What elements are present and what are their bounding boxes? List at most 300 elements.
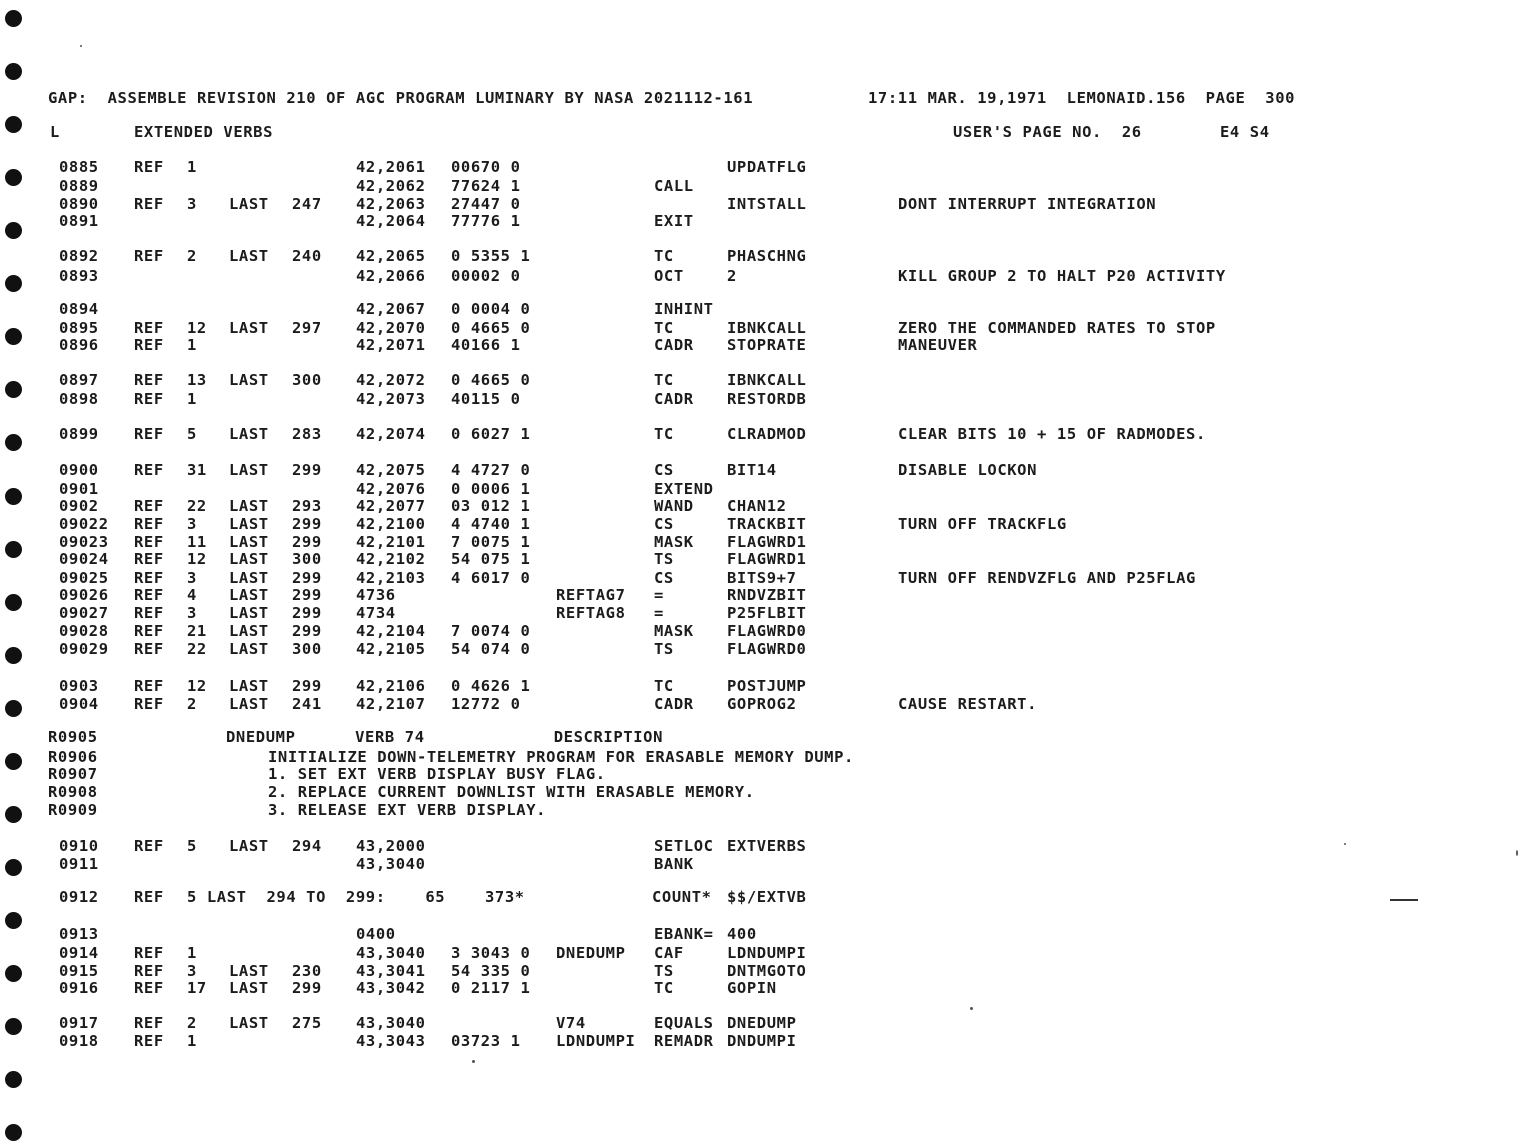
line-number: 0899 xyxy=(59,425,99,443)
listing-line xyxy=(0,247,1536,265)
octal-word: 0 5355 1 xyxy=(451,247,531,265)
last-keyword: LAST xyxy=(229,247,269,265)
address: 42,2067 xyxy=(356,300,426,318)
remark-text: 1. SET EXT VERB DISPLAY BUSY FLAG. xyxy=(268,765,606,783)
line-number: 09028 xyxy=(59,622,109,640)
line-number: 09025 xyxy=(59,569,109,587)
last-page: 293 xyxy=(292,497,322,515)
ref-keyword: REF xyxy=(134,640,164,658)
opcode: WAND xyxy=(654,497,694,515)
comment: MANEUVER xyxy=(898,336,978,354)
address: 0400 xyxy=(356,925,396,943)
remark-text: INITIALIZE DOWN-TELEMETRY PROGRAM FOR ERASABLE MEMORY DUMP. xyxy=(268,748,854,766)
address: 43,3040 xyxy=(356,1014,426,1032)
address: 42,2105 xyxy=(356,640,426,658)
remark-number: R0906 xyxy=(48,748,98,766)
ref-keyword: REF xyxy=(134,515,164,533)
punch-hole-icon xyxy=(5,10,22,27)
octal-word: 7 0075 1 xyxy=(451,533,531,551)
octal-word: 03 012 1 xyxy=(451,497,531,515)
address: 42,2071 xyxy=(356,336,426,354)
operand: FLAGWRD1 xyxy=(727,550,807,568)
opcode: COUNT* xyxy=(652,888,712,906)
ref-keyword: REF xyxy=(134,962,164,980)
ref-keyword: REF xyxy=(134,319,164,337)
line-number: 0897 xyxy=(59,371,99,389)
address: 42,2076 xyxy=(356,480,426,498)
listing-line xyxy=(0,195,1536,213)
line-number: 0902 xyxy=(59,497,99,515)
last-keyword: LAST xyxy=(229,371,269,389)
opcode: CADR xyxy=(654,695,694,713)
opcode: CADR xyxy=(654,336,694,354)
ref-count: 3 xyxy=(187,604,197,622)
ref-count: 5 xyxy=(187,425,197,443)
operand: GOPROG2 xyxy=(727,695,797,713)
last-page: 297 xyxy=(292,319,322,337)
user-page-number: USER'S PAGE NO. 26 xyxy=(953,123,1142,141)
address: 43,3041 xyxy=(356,962,426,980)
operand: CLRADMOD xyxy=(727,425,807,443)
last-page: 299 xyxy=(292,461,322,479)
listing-line xyxy=(0,695,1536,713)
octal-word: 4 4740 1 xyxy=(451,515,531,533)
comment: TURN OFF RENDVZFLG AND P25FLAG xyxy=(898,569,1196,587)
listing-line xyxy=(0,497,1536,515)
opcode: CS xyxy=(654,569,674,587)
listing-line xyxy=(0,962,1536,980)
remark-line xyxy=(0,801,1536,819)
ref-count: 13 xyxy=(187,371,207,389)
margin-mark xyxy=(1390,899,1418,901)
opcode: TC xyxy=(654,979,674,997)
address: 4734 xyxy=(356,604,396,622)
octal-word: 0 2117 1 xyxy=(451,979,531,997)
operand: FLAGWRD0 xyxy=(727,640,807,658)
opcode: CS xyxy=(654,461,674,479)
address: 42,2074 xyxy=(356,425,426,443)
address: 42,2101 xyxy=(356,533,426,551)
last-keyword: LAST xyxy=(229,569,269,587)
listing-line xyxy=(0,640,1536,658)
address: 42,2062 xyxy=(356,177,426,195)
ref-count: 22 xyxy=(187,497,207,515)
listing-line xyxy=(0,425,1536,443)
ref-keyword: REF xyxy=(134,979,164,997)
ref-count: 17 xyxy=(187,979,207,997)
last-keyword: LAST xyxy=(229,640,269,658)
octal-word: 40166 1 xyxy=(451,336,521,354)
opcode: CADR xyxy=(654,390,694,408)
paper-speck xyxy=(970,1007,973,1010)
operand: 2 xyxy=(727,267,737,285)
ref-count: 2 xyxy=(187,1014,197,1032)
line-number: 0889 xyxy=(59,177,99,195)
line-number: 0913 xyxy=(59,925,99,943)
address: 42,2077 xyxy=(356,497,426,515)
listing-header xyxy=(0,89,1536,107)
octal-word: 7 0074 0 xyxy=(451,622,531,640)
last-keyword: LAST xyxy=(229,461,269,479)
listing-line xyxy=(0,622,1536,640)
octal-word: 77776 1 xyxy=(451,212,521,230)
ref-count: 12 xyxy=(187,319,207,337)
line-number: 0890 xyxy=(59,195,99,213)
listing-line xyxy=(0,533,1536,551)
opcode: EQUALS xyxy=(654,1014,714,1032)
last-keyword: LAST xyxy=(229,979,269,997)
operand: CHAN12 xyxy=(727,497,787,515)
line-number: 09022 xyxy=(59,515,109,533)
remark-text: 2. REPLACE CURRENT DOWNLIST WITH ERASABLE MEMORY. xyxy=(268,783,755,801)
remark-line xyxy=(0,765,1536,783)
octal-word: 03723 1 xyxy=(451,1032,521,1050)
last-keyword: LAST xyxy=(229,586,269,604)
last-keyword: LAST xyxy=(229,1014,269,1032)
last-page: 299 xyxy=(292,586,322,604)
last-keyword: LAST xyxy=(229,515,269,533)
opcode: BANK xyxy=(654,855,694,873)
operand: RESTORDB xyxy=(727,390,807,408)
listing-line xyxy=(0,461,1536,479)
address: 42,2103 xyxy=(356,569,426,587)
octal-word: 0 0006 1 xyxy=(451,480,531,498)
operand: STOPRATE xyxy=(727,336,807,354)
address: 42,2075 xyxy=(356,461,426,479)
ref-count: 1 xyxy=(187,390,197,408)
line-number: 09029 xyxy=(59,640,109,658)
listing-line xyxy=(0,944,1536,962)
ref-count: 31 xyxy=(187,461,207,479)
address: 42,2104 xyxy=(356,622,426,640)
opcode: = xyxy=(654,586,664,604)
opcode: TC xyxy=(654,371,674,389)
ref-count: 12 xyxy=(187,550,207,568)
ref-keyword: REF xyxy=(134,461,164,479)
last-page: 300 xyxy=(292,640,322,658)
paper-speck xyxy=(80,45,82,47)
address: 42,2070 xyxy=(356,319,426,337)
listing-line xyxy=(0,677,1536,695)
comment: ZERO THE COMMANDED RATES TO STOP xyxy=(898,319,1216,337)
line-number: 0910 xyxy=(59,837,99,855)
operand: BITS9+7 xyxy=(727,569,797,587)
ref-count: 2 xyxy=(187,247,197,265)
octal-word: 54 335 0 xyxy=(451,962,531,980)
last-page: 299 xyxy=(292,622,322,640)
line-number: 0904 xyxy=(59,695,99,713)
label: REFTAG8 xyxy=(556,604,626,622)
operand: DNDUMPI xyxy=(727,1032,797,1050)
line-number: 09024 xyxy=(59,550,109,568)
operand: IBNKCALL xyxy=(727,319,807,337)
comment: CLEAR BITS 10 + 15 OF RADMODES. xyxy=(898,425,1206,443)
line-number: 0914 xyxy=(59,944,99,962)
octal-word: 00670 0 xyxy=(451,158,521,176)
operand: IBNKCALL xyxy=(727,371,807,389)
address: 4736 xyxy=(356,586,396,604)
last-page: 275 xyxy=(292,1014,322,1032)
assembly-title: GAP: ASSEMBLE REVISION 210 OF AGC PROGRAM LUMINARY BY NASA 2021112-161 xyxy=(48,89,754,107)
octal-word: 4 6017 0 xyxy=(451,569,531,587)
address: 43,2000 xyxy=(356,837,426,855)
comment: CAUSE RESTART. xyxy=(898,695,1038,713)
octal-word: 3 3043 0 xyxy=(451,944,531,962)
line-number: 0885 xyxy=(59,158,99,176)
octal-word: 0 4665 0 xyxy=(451,371,531,389)
address: 42,2073 xyxy=(356,390,426,408)
operand: RNDVZBIT xyxy=(727,586,807,604)
operand: P25FLBIT xyxy=(727,604,807,622)
punch-hole-icon xyxy=(5,1071,22,1088)
ref-count: 4 xyxy=(187,586,197,604)
opcode: MASK xyxy=(654,622,694,640)
ebank-sbank-code: E4 S4 xyxy=(1220,123,1270,141)
label: V74 xyxy=(556,1014,586,1032)
last-page: 300 xyxy=(292,371,322,389)
opcode: EXIT xyxy=(654,212,694,230)
last-keyword: LAST xyxy=(229,533,269,551)
last-keyword: LAST xyxy=(229,319,269,337)
last-keyword: LAST xyxy=(229,962,269,980)
octal-word: 77624 1 xyxy=(451,177,521,195)
ref-keyword: REF xyxy=(134,677,164,695)
operand: UPDATFLG xyxy=(727,158,807,176)
opcode: TC xyxy=(654,319,674,337)
last-page: 299 xyxy=(292,515,322,533)
octal-word: 54 075 1 xyxy=(451,550,531,568)
ref-keyword: REF xyxy=(134,390,164,408)
operand: LDNDUMPI xyxy=(727,944,807,962)
ref-count: 3 xyxy=(187,962,197,980)
count-summary: 5 LAST 294 TO 299: 65 373* xyxy=(187,888,525,906)
listing-line xyxy=(0,515,1536,533)
ref-keyword: REF xyxy=(134,569,164,587)
opcode: TS xyxy=(654,640,674,658)
ref-keyword: REF xyxy=(134,497,164,515)
date-page-info: 17:11 MAR. 19,1971 LEMONAID.156 PAGE 300 xyxy=(868,89,1296,107)
last-page: 299 xyxy=(292,604,322,622)
listing-line xyxy=(0,371,1536,389)
last-keyword: LAST xyxy=(229,425,269,443)
ref-count: 3 xyxy=(187,569,197,587)
last-page: 241 xyxy=(292,695,322,713)
octal-word: 40115 0 xyxy=(451,390,521,408)
remark-number: R0907 xyxy=(48,765,98,783)
octal-word: 54 074 0 xyxy=(451,640,531,658)
listing-line xyxy=(0,586,1536,604)
ref-keyword: REF xyxy=(134,533,164,551)
punch-hole-icon xyxy=(5,63,22,80)
ref-keyword: REF xyxy=(134,888,164,906)
listing-line xyxy=(0,319,1536,337)
listing-line xyxy=(0,855,1536,873)
ref-keyword: REF xyxy=(134,586,164,604)
ref-keyword: REF xyxy=(134,195,164,213)
line-number: 0895 xyxy=(59,319,99,337)
opcode: TS xyxy=(654,962,674,980)
comment: DONT INTERRUPT INTEGRATION xyxy=(898,195,1157,213)
address: 43,3040 xyxy=(356,855,426,873)
comment: TURN OFF TRACKFLG xyxy=(898,515,1067,533)
listing-line xyxy=(0,177,1536,195)
address: 43,3043 xyxy=(356,1032,426,1050)
comment: KILL GROUP 2 TO HALT P20 ACTIVITY xyxy=(898,267,1226,285)
line-number: 09027 xyxy=(59,604,109,622)
listing-line xyxy=(0,979,1536,997)
last-keyword: LAST xyxy=(229,195,269,213)
ref-count: 1 xyxy=(187,944,197,962)
opcode: CS xyxy=(654,515,674,533)
remark-line xyxy=(0,783,1536,801)
listing-line xyxy=(0,336,1536,354)
listing-line xyxy=(0,925,1536,943)
line-number: 0915 xyxy=(59,962,99,980)
opcode: INHINT xyxy=(654,300,714,318)
octal-word: 27447 0 xyxy=(451,195,521,213)
address: 42,2065 xyxy=(356,247,426,265)
listing-line xyxy=(0,569,1536,587)
address: 43,3042 xyxy=(356,979,426,997)
line-number: 0917 xyxy=(59,1014,99,1032)
line-number: 0900 xyxy=(59,461,99,479)
operand: BIT14 xyxy=(727,461,777,479)
octal-word: 0 0004 0 xyxy=(451,300,531,318)
remark-number: R0909 xyxy=(48,801,98,819)
count-line xyxy=(0,888,1536,906)
opcode: MASK xyxy=(654,533,694,551)
address: 42,2100 xyxy=(356,515,426,533)
last-page: 230 xyxy=(292,962,322,980)
ref-count: 1 xyxy=(187,158,197,176)
line-number: 0901 xyxy=(59,480,99,498)
ref-count: 22 xyxy=(187,640,207,658)
ref-keyword: REF xyxy=(134,158,164,176)
opcode: OCT xyxy=(654,267,684,285)
opcode: REMADR xyxy=(654,1032,714,1050)
line-number: 0916 xyxy=(59,979,99,997)
octal-word: 12772 0 xyxy=(451,695,521,713)
line-number: 0894 xyxy=(59,300,99,318)
line-number: 0893 xyxy=(59,267,99,285)
listing-line xyxy=(0,267,1536,285)
octal-word: 0 4665 0 xyxy=(451,319,531,337)
operand: DNTMGOTO xyxy=(727,962,807,980)
listing-line xyxy=(0,390,1536,408)
comment: DISABLE LOCKON xyxy=(898,461,1038,479)
operand: TRACKBIT xyxy=(727,515,807,533)
ref-count: 12 xyxy=(187,677,207,695)
label: REFTAG7 xyxy=(556,586,626,604)
operand: EXTVERBS xyxy=(727,837,807,855)
last-page: 247 xyxy=(292,195,322,213)
line-number: 09026 xyxy=(59,586,109,604)
listing-line xyxy=(0,300,1536,318)
ref-count: 5 xyxy=(187,837,197,855)
ref-keyword: REF xyxy=(134,1014,164,1032)
opcode: EBANK= xyxy=(654,925,714,943)
line-number: 0898 xyxy=(59,390,99,408)
operand: DNEDUMP xyxy=(727,1014,797,1032)
last-keyword: LAST xyxy=(229,604,269,622)
listing-line xyxy=(0,550,1536,568)
address: 42,2072 xyxy=(356,371,426,389)
last-keyword: LAST xyxy=(229,622,269,640)
operand: FLAGWRD1 xyxy=(727,533,807,551)
remark-number: R0908 xyxy=(48,783,98,801)
ref-count: 3 xyxy=(187,515,197,533)
operand: POSTJUMP xyxy=(727,677,807,695)
listing-line xyxy=(0,1014,1536,1032)
ref-count: 1 xyxy=(187,336,197,354)
opcode: CALL xyxy=(654,177,694,195)
address: 42,2064 xyxy=(356,212,426,230)
opcode: = xyxy=(654,604,664,622)
address: 43,3040 xyxy=(356,944,426,962)
listing-line xyxy=(0,158,1536,176)
ref-keyword: REF xyxy=(134,944,164,962)
section-title: EXTENDED VERBS xyxy=(134,123,274,141)
remark-text: DNEDUMP VERB 74 DESCRIPTION xyxy=(226,728,663,746)
ref-keyword: REF xyxy=(134,1032,164,1050)
last-page: 240 xyxy=(292,247,322,265)
operand: FLAGWRD0 xyxy=(727,622,807,640)
ref-keyword: REF xyxy=(134,550,164,568)
ref-keyword: REF xyxy=(134,604,164,622)
line-number: 0892 xyxy=(59,247,99,265)
ref-count: 3 xyxy=(187,195,197,213)
octal-word: 4 4727 0 xyxy=(451,461,531,479)
last-keyword: LAST xyxy=(229,677,269,695)
operand: $$/EXTVB xyxy=(727,888,807,906)
line-number: 09023 xyxy=(59,533,109,551)
operand: 400 xyxy=(727,925,757,943)
remark-number: R0905 xyxy=(48,728,98,746)
label: DNEDUMP xyxy=(556,944,626,962)
ref-count: 2 xyxy=(187,695,197,713)
listing-line xyxy=(0,837,1536,855)
opcode: TC xyxy=(654,247,674,265)
address: 42,2063 xyxy=(356,195,426,213)
operand: INTSTALL xyxy=(727,195,807,213)
ref-keyword: REF xyxy=(134,622,164,640)
ref-keyword: REF xyxy=(134,425,164,443)
paper-speck xyxy=(472,1060,475,1063)
last-page: 299 xyxy=(292,569,322,587)
punch-hole-icon xyxy=(5,1124,22,1141)
ref-count: 11 xyxy=(187,533,207,551)
octal-word: 00002 0 xyxy=(451,267,521,285)
last-keyword: LAST xyxy=(229,550,269,568)
listing-line xyxy=(0,212,1536,230)
ref-keyword: REF xyxy=(134,695,164,713)
address: 42,2102 xyxy=(356,550,426,568)
opcode: SETLOC xyxy=(654,837,714,855)
address: 42,2106 xyxy=(356,677,426,695)
label: LDNDUMPI xyxy=(556,1032,636,1050)
operand: GOPIN xyxy=(727,979,777,997)
last-keyword: LAST xyxy=(229,837,269,855)
opcode: TC xyxy=(654,677,674,695)
last-page: 299 xyxy=(292,533,322,551)
listing-line xyxy=(0,1032,1536,1050)
last-keyword: LAST xyxy=(229,497,269,515)
remark-text: 3. RELEASE EXT VERB DISPLAY. xyxy=(268,801,547,819)
address: 42,2061 xyxy=(356,158,426,176)
listing-subheader xyxy=(0,123,1536,141)
paper-speck xyxy=(1516,850,1518,856)
last-page: 283 xyxy=(292,425,322,443)
